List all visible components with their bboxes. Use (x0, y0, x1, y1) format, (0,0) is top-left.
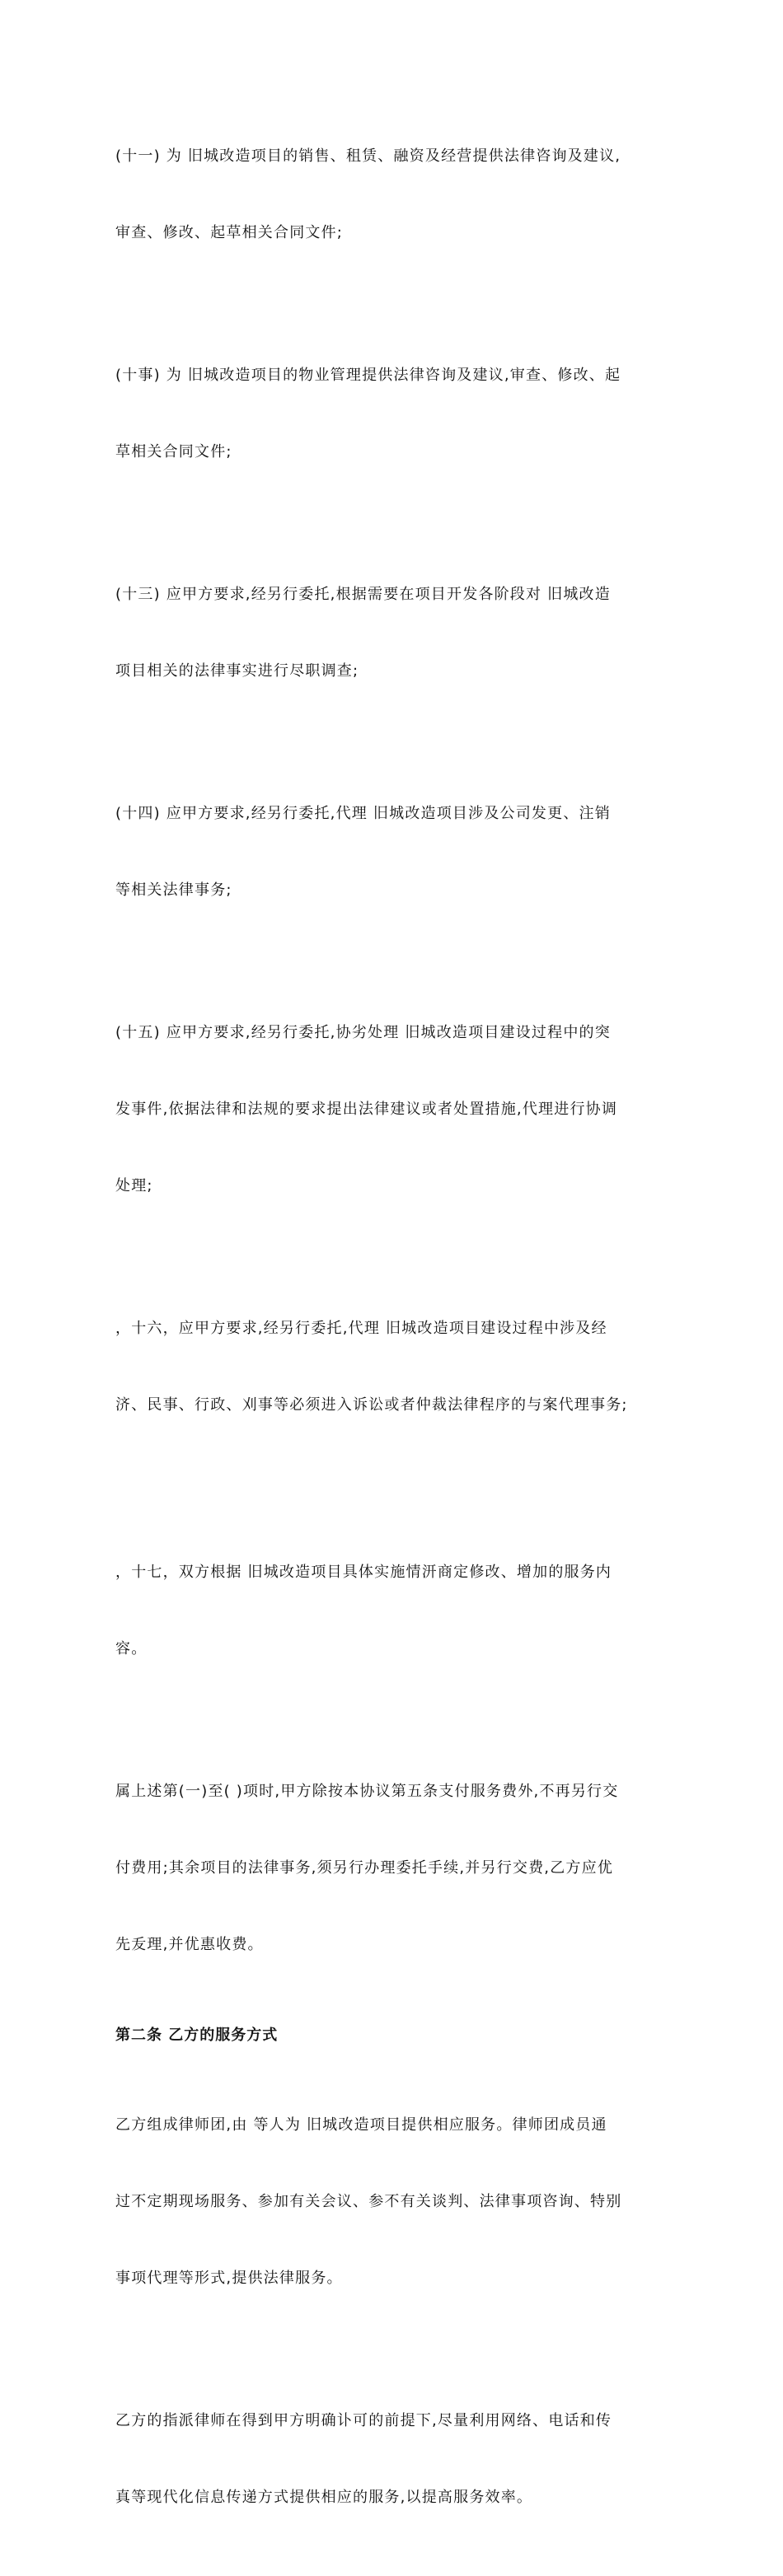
text-line: (十四) 应甲方要求,经另行委托,代理 旧城改造项目涉及公司发更、注销 (115, 805, 611, 822)
text-line: 事项代理等形式,提供法律服务。 (115, 2270, 343, 2287)
remote-service-paragraph (115, 2357, 684, 2561)
clause-11 (115, 92, 684, 297)
clause-15 (115, 969, 684, 1250)
text-line: 发事件,依据法律和法规的要求提出法律建议或者处置措施,代理进行协调 (115, 1101, 618, 1118)
text-line: 济、民事、行政、刈事等必须进入诉讼或者仲裁法律程序的与案代理事务; (115, 1396, 628, 1414)
text-line: (十三) 应甲方要求,经另行委托,根据需要在项目开发各阶段对 旧城改造 (115, 586, 611, 603)
text-line: ，十六，应甲方要求,经另行委托,代理 旧城改造项目建设过程中涉及经 (115, 1320, 607, 1337)
text-line: (十五) 应甲方要求,经另行委托,协劣处理 旧城改造项目建设过程中的突 (115, 1024, 611, 1041)
text-line: 先叐理,并优惠收费。 (115, 1936, 264, 1953)
text-line: 属上述第(一)至( )项时,甲方除按本协议第五条支付服务费外,不再另行交 (115, 1783, 619, 1800)
text-line: 付费用;其余项目的法律事务,须另行办理委托手续,并另行交费,乙方应优 (115, 1859, 614, 1877)
clause-14 (115, 750, 684, 954)
clause-16 (115, 1265, 684, 1469)
text-line: 乙方组成律师团,由 等人为 旧城改造项目提供相应服务。律师团成员通 (115, 2116, 607, 2134)
clause-13 (115, 531, 684, 735)
text-line: (十一) 为 旧城改造项目的销售、租赁、融资及经营提供法律咨询及建议, (115, 147, 621, 165)
text-line: 乙方的指派律师在得到甲方明确讣可的前提下,尽量利用网络、电话和传 (115, 2412, 612, 2429)
text-line: 项目相关的法律事实进行尽职调查; (115, 662, 359, 680)
text-line: 容。 (115, 1640, 148, 1657)
text-line: ，十七，双方根据 旧城改造项目具体实施情汧商定修改、增加的服务内 (115, 1564, 612, 1581)
document-page (115, 92, 684, 2576)
section-heading: 第二条 乙方的服务方式 (115, 2027, 279, 2044)
fee-note (115, 1727, 684, 2008)
text-line: 等相关法律事务; (115, 881, 232, 899)
text-line: (十事) 为 旧城改造项目的物业管理提供法律咨询及建议,审查、修改、起 (115, 367, 621, 384)
clause-17 (115, 1508, 684, 1713)
clause-12 (115, 311, 684, 516)
text-line: 审查、修改、起草相关合同文件; (115, 224, 344, 241)
text-line: 处理; (115, 1177, 153, 1194)
text-line: 过不定期现场服务、参加有关会议、参不有关谈判、法律事项咨询、特别 (115, 2193, 622, 2210)
text-line: 真等现代化信息传递方式提供相应的服务,以提高服务效率。 (115, 2489, 533, 2506)
text-line: 草相关合同文件; (115, 443, 232, 461)
service-team-paragraph (115, 2061, 684, 2342)
